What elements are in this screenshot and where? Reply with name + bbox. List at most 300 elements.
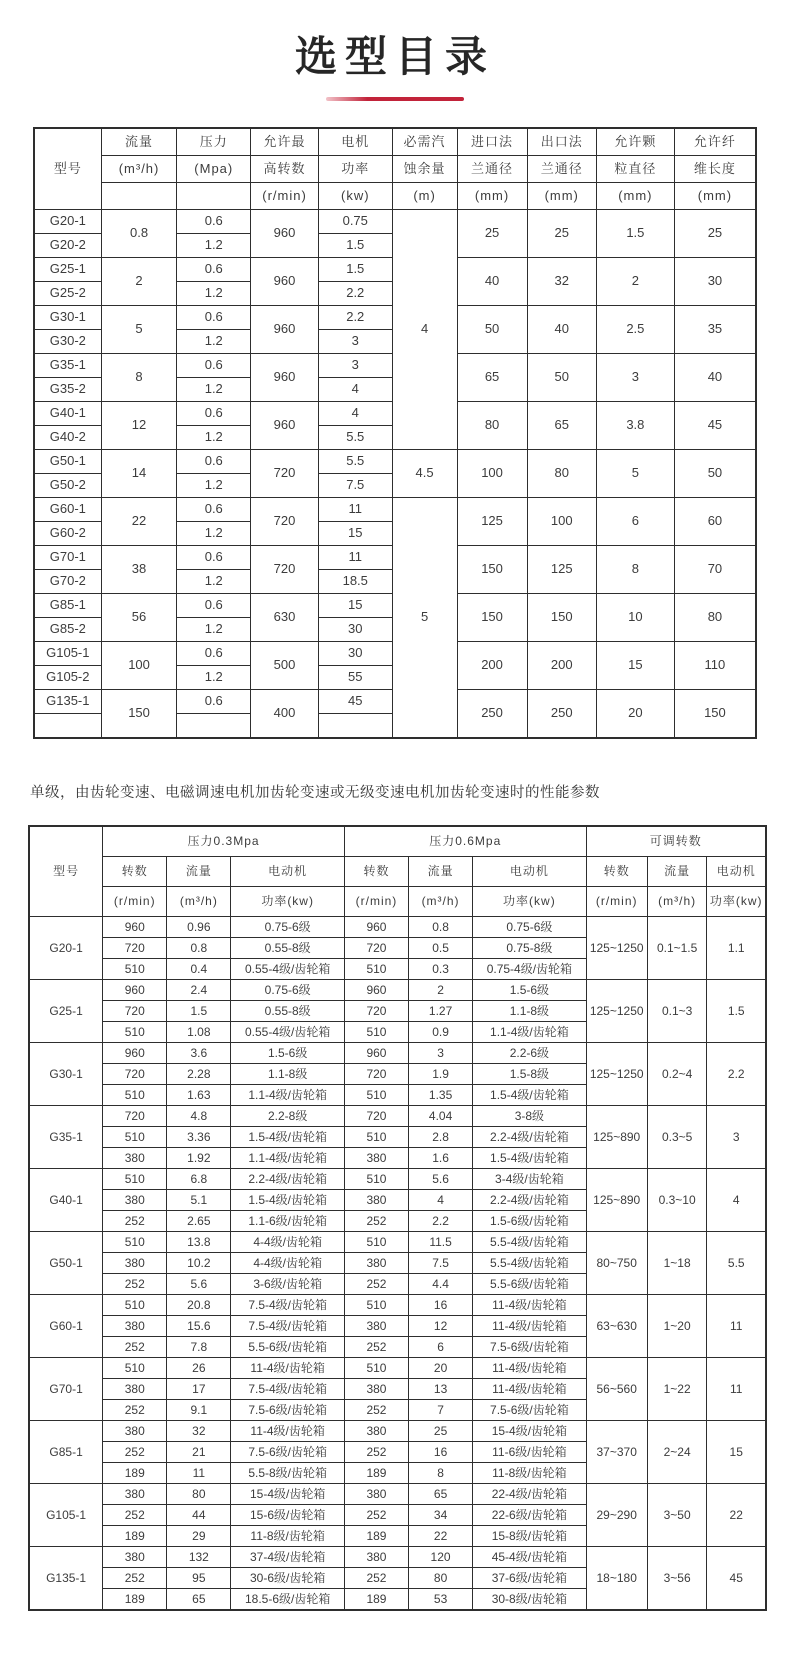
fiber-length-cell: 45 — [674, 402, 756, 450]
adj-motor-cell: 3 — [707, 1106, 766, 1169]
header-cell: 流量 — [647, 857, 707, 887]
motor-power-cell: 5.5 — [318, 450, 392, 474]
header-cell: 兰通径 — [457, 156, 527, 183]
flow-cell: 0.8 — [101, 210, 177, 258]
p03-speed-cell: 380 — [103, 1148, 167, 1169]
model-cell: G60-1 — [29, 1295, 103, 1358]
pressure-cell: 0.6 — [177, 258, 251, 282]
inlet-flange-cell: 40 — [457, 258, 527, 306]
particle-diameter-cell: 6 — [596, 498, 674, 546]
flow-cell: 22 — [101, 498, 177, 546]
model-cell: G70-2 — [34, 570, 101, 594]
header-cell: 高转数 — [251, 156, 319, 183]
p06-motor-cell: 11-6级/齿轮箱 — [473, 1442, 587, 1463]
table-row — [29, 917, 766, 938]
p06-flow-cell: 4.4 — [409, 1274, 473, 1295]
motor-power-cell: 15 — [318, 594, 392, 618]
fiber-length-cell: 150 — [674, 690, 756, 739]
motor-power-cell: 15 — [318, 522, 392, 546]
p03-flow-cell: 0.8 — [167, 938, 231, 959]
p03-speed-cell: 720 — [103, 1064, 167, 1085]
outlet-flange-cell: 250 — [527, 690, 596, 739]
p06-flow-cell: 6 — [409, 1337, 473, 1358]
p03-flow-cell: 21 — [167, 1442, 231, 1463]
inlet-flange-cell: 25 — [457, 210, 527, 258]
motor-power-cell: 11 — [318, 546, 392, 570]
performance-table-head — [29, 826, 766, 917]
p03-speed-cell: 510 — [103, 1358, 167, 1379]
motor-power-cell: 0.75 — [318, 210, 392, 234]
flow-cell: 8 — [101, 354, 177, 402]
p06-motor-cell: 7.5-6级/齿轮箱 — [473, 1337, 587, 1358]
p03-flow-cell: 17 — [167, 1379, 231, 1400]
p06-motor-cell: 7.5-6级/齿轮箱 — [473, 1400, 587, 1421]
flow-cell: 14 — [101, 450, 177, 498]
pressure-cell: 1.2 — [177, 474, 251, 498]
model-cell: G25-2 — [34, 282, 101, 306]
p06-flow-cell: 120 — [409, 1547, 473, 1568]
p06-flow-cell: 5.6 — [409, 1169, 473, 1190]
p03-motor-cell: 7.5-4级/齿轮箱 — [231, 1379, 345, 1400]
unit-header-cell: (m³/h) — [167, 887, 231, 917]
particle-diameter-cell: 20 — [596, 690, 674, 739]
pressure-cell: 0.6 — [177, 210, 251, 234]
table-row — [29, 857, 766, 887]
table-row — [29, 1547, 766, 1568]
table-row — [34, 128, 756, 156]
p03-motor-cell: 0.55-8级 — [231, 938, 345, 959]
table-row — [34, 210, 756, 234]
table-row — [34, 450, 756, 474]
model-cell: G60-1 — [34, 498, 101, 522]
p03-flow-cell: 15.6 — [167, 1316, 231, 1337]
p06-motor-cell: 3-8级 — [473, 1106, 587, 1127]
particle-diameter-cell: 2.5 — [596, 306, 674, 354]
p06-speed-cell: 189 — [344, 1526, 408, 1547]
p06-flow-cell: 80 — [409, 1568, 473, 1589]
unit-header-cell: (r/min) — [586, 887, 647, 917]
p06-speed-cell: 380 — [344, 1316, 408, 1337]
p03-flow-cell: 9.1 — [167, 1400, 231, 1421]
p03-speed-cell: 189 — [103, 1463, 167, 1484]
p03-motor-cell: 5.5-6级/齿轮箱 — [231, 1337, 345, 1358]
group-header-cell: 可调转数 — [586, 826, 766, 857]
p03-flow-cell: 44 — [167, 1505, 231, 1526]
pressure-cell: 0.6 — [177, 594, 251, 618]
model-cell: G35-2 — [34, 378, 101, 402]
max-speed-cell: 960 — [251, 354, 319, 402]
motor-power-cell: 30 — [318, 642, 392, 666]
p03-motor-cell: 1.1-4级/齿轮箱 — [231, 1148, 345, 1169]
p03-speed-cell: 380 — [103, 1484, 167, 1505]
p06-speed-cell: 960 — [344, 980, 408, 1001]
p06-speed-cell: 510 — [344, 959, 408, 980]
npsh-cell: 5 — [392, 498, 457, 739]
model-cell: G70-1 — [29, 1358, 103, 1421]
p03-speed-cell: 510 — [103, 1127, 167, 1148]
p06-motor-cell: 11-4级/齿轮箱 — [473, 1358, 587, 1379]
particle-diameter-cell: 1.5 — [596, 210, 674, 258]
fiber-length-cell: 60 — [674, 498, 756, 546]
p03-motor-cell: 1.1-4级/齿轮箱 — [231, 1085, 345, 1106]
max-speed-cell: 400 — [251, 690, 319, 739]
p03-speed-cell: 510 — [103, 1169, 167, 1190]
p06-motor-cell: 15-8级/齿轮箱 — [473, 1526, 587, 1547]
p06-flow-cell: 53 — [409, 1589, 473, 1611]
p06-flow-cell: 20 — [409, 1358, 473, 1379]
p03-flow-cell: 1.63 — [167, 1085, 231, 1106]
p06-flow-cell: 2.2 — [409, 1211, 473, 1232]
p06-speed-cell: 380 — [344, 1547, 408, 1568]
adj-flow-cell: 0.3~10 — [647, 1169, 707, 1232]
model-cell: G40-1 — [29, 1169, 103, 1232]
adj-flow-cell: 0.2~4 — [647, 1043, 707, 1106]
p06-speed-cell: 380 — [344, 1253, 408, 1274]
motor-power-cell: 4 — [318, 378, 392, 402]
performance-table-body — [29, 917, 766, 1611]
adj-flow-cell: 3~50 — [647, 1484, 707, 1547]
adj-motor-cell: 45 — [707, 1547, 766, 1611]
p03-speed-cell: 380 — [103, 1379, 167, 1400]
header-cell: 允许最 — [251, 128, 319, 156]
table-row — [29, 1421, 766, 1442]
adj-flow-cell: 0.3~5 — [647, 1106, 707, 1169]
model-cell: G105-1 — [34, 642, 101, 666]
model-cell: G105-2 — [34, 666, 101, 690]
p03-motor-cell: 18.5-6级/齿轮箱 — [231, 1589, 345, 1611]
adj-motor-cell: 1.1 — [707, 917, 766, 980]
pressure-cell — [177, 714, 251, 739]
p06-flow-cell: 1.6 — [409, 1148, 473, 1169]
p03-motor-cell: 0.55-4级/齿轮箱 — [231, 1022, 345, 1043]
outlet-flange-cell: 200 — [527, 642, 596, 690]
model-cell: G30-1 — [34, 306, 101, 330]
unit-header-cell: (r/min) — [103, 887, 167, 917]
p03-flow-cell: 2.28 — [167, 1064, 231, 1085]
table-row — [29, 887, 766, 917]
p03-flow-cell: 5.1 — [167, 1190, 231, 1211]
motor-power-cell: 3 — [318, 330, 392, 354]
table-row — [29, 1169, 766, 1190]
header-cell: 蚀余量 — [392, 156, 457, 183]
adj-flow-cell: 0.1~1.5 — [647, 917, 707, 980]
p06-motor-cell: 11-4级/齿轮箱 — [473, 1379, 587, 1400]
pressure-cell: 1.2 — [177, 426, 251, 450]
p06-motor-cell: 11-8级/齿轮箱 — [473, 1463, 587, 1484]
selection-table-body — [34, 210, 756, 739]
p06-speed-cell: 510 — [344, 1358, 408, 1379]
p03-speed-cell: 252 — [103, 1274, 167, 1295]
table-row — [34, 156, 756, 183]
p06-flow-cell: 11.5 — [409, 1232, 473, 1253]
particle-diameter-cell: 2 — [596, 258, 674, 306]
p03-motor-cell: 3-6级/齿轮箱 — [231, 1274, 345, 1295]
p03-motor-cell: 1.5-4级/齿轮箱 — [231, 1190, 345, 1211]
motor-power-cell: 4 — [318, 402, 392, 426]
header-cell: 电动机 — [707, 857, 766, 887]
performance-table — [28, 825, 767, 1611]
outlet-flange-cell: 150 — [527, 594, 596, 642]
p06-speed-cell: 510 — [344, 1295, 408, 1316]
header-cell: (Mpa) — [177, 156, 251, 183]
p03-motor-cell: 1.5-4级/齿轮箱 — [231, 1127, 345, 1148]
p06-speed-cell: 252 — [344, 1568, 408, 1589]
p06-flow-cell: 65 — [409, 1484, 473, 1505]
motor-power-cell: 11 — [318, 498, 392, 522]
p06-flow-cell: 0.9 — [409, 1022, 473, 1043]
p03-motor-cell: 37-4级/齿轮箱 — [231, 1547, 345, 1568]
pressure-cell: 0.6 — [177, 402, 251, 426]
adj-motor-cell: 2.2 — [707, 1043, 766, 1106]
adj-motor-cell: 11 — [707, 1358, 766, 1421]
adj-motor-cell: 1.5 — [707, 980, 766, 1043]
p03-speed-cell: 189 — [103, 1589, 167, 1611]
header-cell: 流量 — [167, 857, 231, 887]
inlet-flange-cell: 250 — [457, 690, 527, 739]
inlet-flange-cell: 150 — [457, 546, 527, 594]
motor-power-cell: 1.5 — [318, 258, 392, 282]
p03-flow-cell: 1.5 — [167, 1001, 231, 1022]
performance-note: 单级，由齿轮变速、电磁调速电机加齿轮变速或无级变速电机加齿轮变速时的性能参数 — [30, 785, 600, 801]
header-cell: (m) — [392, 183, 457, 210]
adj-flow-cell: 1~20 — [647, 1295, 707, 1358]
npsh-cell: 4 — [392, 210, 457, 450]
adj-flow-cell: 3~56 — [647, 1547, 707, 1611]
header-cell — [101, 183, 177, 210]
p03-speed-cell: 720 — [103, 1001, 167, 1022]
p06-motor-cell: 45-4级/齿轮箱 — [473, 1547, 587, 1568]
p03-flow-cell: 6.8 — [167, 1169, 231, 1190]
header-cell: (mm) — [457, 183, 527, 210]
pressure-cell: 0.6 — [177, 546, 251, 570]
inlet-flange-cell: 65 — [457, 354, 527, 402]
model-cell: G50-1 — [29, 1232, 103, 1295]
p03-motor-cell: 7.5-6级/齿轮箱 — [231, 1400, 345, 1421]
header-cell: 进口法 — [457, 128, 527, 156]
header-cell: 转数 — [586, 857, 647, 887]
p06-speed-cell: 720 — [344, 938, 408, 959]
model-cell: G85-1 — [34, 594, 101, 618]
p06-speed-cell: 252 — [344, 1505, 408, 1526]
inlet-flange-cell: 125 — [457, 498, 527, 546]
p06-motor-cell: 1.5-8级 — [473, 1064, 587, 1085]
p06-flow-cell: 3 — [409, 1043, 473, 1064]
adj-motor-cell: 15 — [707, 1421, 766, 1484]
table-row — [29, 1232, 766, 1253]
particle-diameter-cell: 3 — [596, 354, 674, 402]
p06-motor-cell: 1.5-6级 — [473, 980, 587, 1001]
fiber-length-cell: 80 — [674, 594, 756, 642]
fiber-length-cell: 70 — [674, 546, 756, 594]
header-cell: 型号 — [34, 128, 101, 210]
p06-motor-cell: 22-6级/齿轮箱 — [473, 1505, 587, 1526]
fiber-length-cell: 30 — [674, 258, 756, 306]
max-speed-cell: 720 — [251, 450, 319, 498]
p06-flow-cell: 7.5 — [409, 1253, 473, 1274]
header-cell: (m³/h) — [101, 156, 177, 183]
p03-speed-cell: 252 — [103, 1442, 167, 1463]
inlet-flange-cell: 200 — [457, 642, 527, 690]
outlet-flange-cell: 125 — [527, 546, 596, 594]
max-speed-cell: 630 — [251, 594, 319, 642]
adj-speed-cell: 37~370 — [586, 1421, 647, 1484]
npsh-cell: 4.5 — [392, 450, 457, 498]
p06-speed-cell: 189 — [344, 1589, 408, 1611]
p06-motor-cell: 2.2-4级/齿轮箱 — [473, 1127, 587, 1148]
model-cell: G20-1 — [34, 210, 101, 234]
p03-flow-cell: 1.08 — [167, 1022, 231, 1043]
p03-motor-cell: 5.5-8级/齿轮箱 — [231, 1463, 345, 1484]
header-cell: 电动机 — [473, 857, 587, 887]
adj-flow-cell: 1~22 — [647, 1358, 707, 1421]
p03-flow-cell: 95 — [167, 1568, 231, 1589]
adj-motor-cell: 22 — [707, 1484, 766, 1547]
unit-header-cell: 功率(kw) — [473, 887, 587, 917]
p06-flow-cell: 34 — [409, 1505, 473, 1526]
p03-motor-cell: 0.75-6级 — [231, 917, 345, 938]
p03-flow-cell: 26 — [167, 1358, 231, 1379]
adj-speed-cell: 29~290 — [586, 1484, 647, 1547]
adj-motor-cell: 5.5 — [707, 1232, 766, 1295]
p03-speed-cell: 720 — [103, 1106, 167, 1127]
p03-speed-cell: 510 — [103, 959, 167, 980]
flow-cell: 38 — [101, 546, 177, 594]
unit-header-cell: (r/min) — [344, 887, 408, 917]
p03-motor-cell: 4-4级/齿轮箱 — [231, 1253, 345, 1274]
adj-speed-cell: 125~1250 — [586, 1043, 647, 1106]
pressure-cell: 0.6 — [177, 354, 251, 378]
p03-flow-cell: 20.8 — [167, 1295, 231, 1316]
table-row — [34, 498, 756, 522]
inlet-flange-cell: 150 — [457, 594, 527, 642]
p06-speed-cell: 252 — [344, 1400, 408, 1421]
p06-flow-cell: 0.5 — [409, 938, 473, 959]
p06-speed-cell: 252 — [344, 1442, 408, 1463]
selection-table — [33, 127, 757, 739]
title-underline-accent — [326, 97, 464, 101]
p03-motor-cell: 30-6级/齿轮箱 — [231, 1568, 345, 1589]
p03-flow-cell: 3.36 — [167, 1127, 231, 1148]
p06-flow-cell: 1.35 — [409, 1085, 473, 1106]
p03-speed-cell: 252 — [103, 1505, 167, 1526]
p03-motor-cell: 1.1-8级 — [231, 1064, 345, 1085]
header-cell: 兰通径 — [527, 156, 596, 183]
particle-diameter-cell: 10 — [596, 594, 674, 642]
p03-speed-cell: 510 — [103, 1022, 167, 1043]
pressure-cell: 1.2 — [177, 378, 251, 402]
header-cell: 电动机 — [231, 857, 345, 887]
model-cell — [34, 714, 101, 739]
fiber-length-cell: 25 — [674, 210, 756, 258]
motor-power-cell: 7.5 — [318, 474, 392, 498]
p03-speed-cell: 252 — [103, 1400, 167, 1421]
model-cell: G30-1 — [29, 1043, 103, 1106]
inlet-flange-cell: 80 — [457, 402, 527, 450]
max-speed-cell: 960 — [251, 258, 319, 306]
fiber-length-cell: 40 — [674, 354, 756, 402]
p06-speed-cell: 720 — [344, 1064, 408, 1085]
header-cell: (kw) — [318, 183, 392, 210]
p03-flow-cell: 5.6 — [167, 1274, 231, 1295]
p06-speed-cell: 380 — [344, 1421, 408, 1442]
p06-flow-cell: 12 — [409, 1316, 473, 1337]
p03-speed-cell: 380 — [103, 1316, 167, 1337]
pressure-cell: 1.2 — [177, 282, 251, 306]
p03-motor-cell: 15-6级/齿轮箱 — [231, 1505, 345, 1526]
motor-power-cell: 3 — [318, 354, 392, 378]
outlet-flange-cell: 80 — [527, 450, 596, 498]
p03-flow-cell: 0.96 — [167, 917, 231, 938]
header-cell: 转数 — [344, 857, 408, 887]
header-cell: 流量 — [409, 857, 473, 887]
model-cell: G35-1 — [29, 1106, 103, 1169]
p03-motor-cell: 11-4级/齿轮箱 — [231, 1358, 345, 1379]
p03-motor-cell: 2.2-8级 — [231, 1106, 345, 1127]
header-cell: (mm) — [674, 183, 756, 210]
p03-speed-cell: 960 — [103, 980, 167, 1001]
model-cell: G60-2 — [34, 522, 101, 546]
header-cell: 必需汽 — [392, 128, 457, 156]
p03-flow-cell: 10.2 — [167, 1253, 231, 1274]
outlet-flange-cell: 100 — [527, 498, 596, 546]
header-cell — [177, 183, 251, 210]
unit-header-cell: 功率(kw) — [707, 887, 766, 917]
flow-cell: 150 — [101, 690, 177, 739]
p06-flow-cell: 1.9 — [409, 1064, 473, 1085]
max-speed-cell: 960 — [251, 402, 319, 450]
adj-speed-cell: 63~630 — [586, 1295, 647, 1358]
flow-cell: 100 — [101, 642, 177, 690]
p03-motor-cell: 11-8级/齿轮箱 — [231, 1526, 345, 1547]
p03-motor-cell: 7.5-4级/齿轮箱 — [231, 1316, 345, 1337]
p03-flow-cell: 80 — [167, 1484, 231, 1505]
p06-flow-cell: 2 — [409, 980, 473, 1001]
model-cell: G105-1 — [29, 1484, 103, 1547]
model-cell: G135-1 — [29, 1547, 103, 1611]
p06-flow-cell: 4 — [409, 1190, 473, 1211]
header-cell: 允许纤 — [674, 128, 756, 156]
unit-header-cell: 功率(kw) — [231, 887, 345, 917]
p03-speed-cell: 720 — [103, 938, 167, 959]
p06-motor-cell: 11-4级/齿轮箱 — [473, 1295, 587, 1316]
outlet-flange-cell: 25 — [527, 210, 596, 258]
pressure-cell: 1.2 — [177, 522, 251, 546]
pressure-cell: 0.6 — [177, 690, 251, 714]
p06-motor-cell: 1.5-6级/齿轮箱 — [473, 1211, 587, 1232]
max-speed-cell: 720 — [251, 498, 319, 546]
p06-motor-cell: 1.5-4级/齿轮箱 — [473, 1085, 587, 1106]
header-cell: (mm) — [527, 183, 596, 210]
p03-motor-cell: 0.55-8级 — [231, 1001, 345, 1022]
p06-flow-cell: 22 — [409, 1526, 473, 1547]
motor-power-cell: 2.2 — [318, 282, 392, 306]
motor-power-cell: 5.5 — [318, 426, 392, 450]
p06-speed-cell: 510 — [344, 1232, 408, 1253]
unit-header-cell: (m³/h) — [647, 887, 707, 917]
motor-power-cell: 1.5 — [318, 234, 392, 258]
p03-motor-cell: 1.5-6级 — [231, 1043, 345, 1064]
model-cell: G35-1 — [34, 354, 101, 378]
p06-speed-cell: 510 — [344, 1127, 408, 1148]
p06-flow-cell: 2.8 — [409, 1127, 473, 1148]
p06-motor-cell: 0.75-6级 — [473, 917, 587, 938]
p03-motor-cell: 7.5-6级/齿轮箱 — [231, 1442, 345, 1463]
p06-motor-cell: 11-4级/齿轮箱 — [473, 1316, 587, 1337]
header-cell: (mm) — [596, 183, 674, 210]
p06-flow-cell: 16 — [409, 1442, 473, 1463]
header-cell: 出口法 — [527, 128, 596, 156]
motor-power-cell: 45 — [318, 690, 392, 714]
